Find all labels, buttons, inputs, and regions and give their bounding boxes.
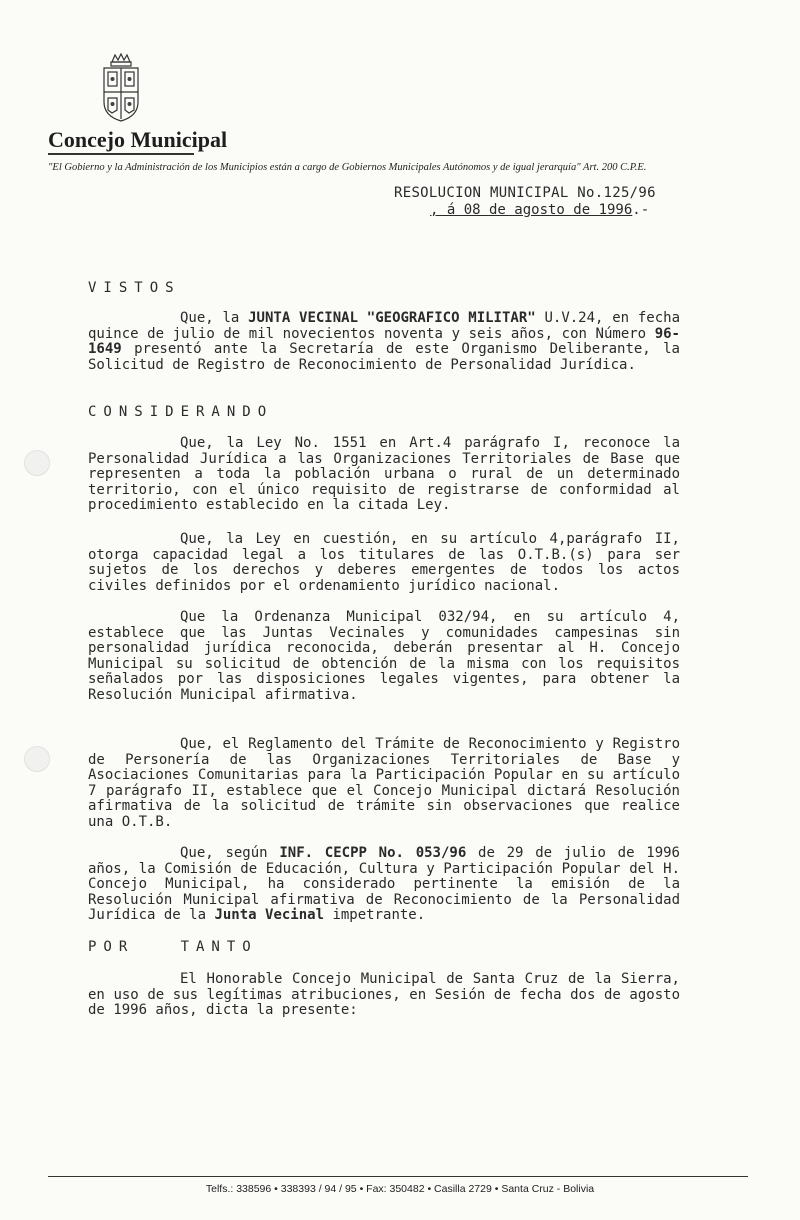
letterhead-divider	[48, 153, 194, 155]
considerando-p1-text: Que, la Ley No. 1551 en Art.4 parágrafo I, reconoce la Personalidad Jurídica a las Organizaciones Territoriales de Base que representen a toda la población urbana o rural de un determinado territorio, con el único requisito de registrarse de conformidad al procedimiento establecido en la citada Ley.	[88, 435, 680, 514]
considerando-report-ref: INF. CECPP No. 053/96	[279, 845, 467, 861]
por-tanto-paragraph	[88, 972, 680, 1019]
considerando-p5-text-a: Que, según	[180, 845, 280, 861]
organization-name: Concejo Municipal	[48, 127, 228, 152]
footer-divider	[48, 1176, 748, 1177]
considerando-p5-text-c: de 29 de julio de 1996 años, la Comisión de Educación, Cultura y Participación Popular del H. Concejo Municipal, ha considerado pertinente la emisión de la Resolución Municipal afirmativa de Reconocimiento de la Personalidad Jurídica de la	[88, 845, 680, 924]
section-heading-considerando: CONSIDERANDO	[88, 404, 274, 420]
resolution-date	[430, 202, 649, 218]
por-tanto-text: El Honorable Concejo Municipal de Santa Cruz de la Sierra, en uso de sus legítimas atribuciones, en Sesión de fecha dos de agosto de 1996 años, dicta la presente:	[88, 971, 680, 1019]
considerando-paragraph-1	[88, 436, 680, 514]
vistos-text-c: U.V.24, en fecha quince de julio de mil novecientos noventa y seis años, con Número	[88, 310, 680, 342]
considerando-paragraph-3	[88, 610, 680, 704]
considerando-p5-text-e: impetrante.	[324, 907, 426, 924]
considerando-junta-vecinal: Junta Vecinal	[214, 907, 325, 924]
vistos-text-a: Que, la	[180, 310, 249, 326]
vistos-junta-name: JUNTA VECINAL "GEOGRAFICO MILITAR"	[248, 310, 536, 326]
section-heading-vistos: VISTOS	[88, 280, 181, 296]
footer-contact: Telfs.: 338596 • 338393 / 94 / 95 • Fax: 350482 • Casilla 2729 • Santa Cruz - Bolivia	[205, 1183, 595, 1195]
vistos-text-e: presentó ante la Secretaría de este Organismo Deliberante, la Solicitud de Registro de Reconocimiento de Personalidad Jurídica.	[88, 341, 680, 373]
punch-hole-top	[24, 450, 50, 476]
letterhead-motto: "El Gobierno y la Administración de los Municipios están a cargo de Gobiernos Municipales Autónomos y de igual jerarquía" Art. 200 C.P.E.	[48, 162, 647, 173]
punch-hole-bottom	[24, 746, 50, 772]
vistos-paragraph	[88, 311, 680, 373]
resolution-date-suffix: .-	[632, 202, 650, 218]
resolution-date-text: , á 08 de agosto de 1996	[430, 202, 633, 218]
resolution-title: RESOLUCION MUNICIPAL No.125/96	[394, 185, 656, 201]
considerando-p3-text: Que la Ordenanza Municipal 032/94, en su artículo 4, establece que las Juntas Vecinales y comunidades campesinas sin personalidad jurídica reconocida, deberán presentar al H. Concejo Municipal su solicitud de obtención de la misma con los requisitos señalados por las disposiciones legales vigentes, para obtener la Resolución Municipal afirmativa.	[88, 609, 680, 703]
considerando-paragraph-4	[88, 737, 680, 831]
coat-of-arms-icon	[98, 52, 144, 124]
vistos-number: 96-1649	[88, 325, 680, 358]
section-heading-por-tanto: POR TANTO	[88, 939, 258, 955]
considerando-p4-text: Que, el Reglamento del Trámite de Reconocimiento y Registro de Personería de las Organizaciones Territoriales de Base y Asociaciones Comunitarias para la Participación Popular en su artículo 7 parágrafo II, establece que el Concejo Municipal dictará Resolución afirmativa de la solicitud de trámite sin observaciones que realice una O.T.B.	[88, 736, 680, 830]
considerando-paragraph-5	[88, 846, 680, 924]
considerando-p2-text: Que, la Ley en cuestión, en su artículo 4,parágrafo II, otorga capacidad legal a los titulares de las O.T.B.(s) para ser sujetos de los derechos y deberes emergentes de todos los actos civiles definidos por el ordenamiento jurídico nacional.	[88, 531, 680, 594]
considerando-paragraph-2	[88, 532, 680, 594]
